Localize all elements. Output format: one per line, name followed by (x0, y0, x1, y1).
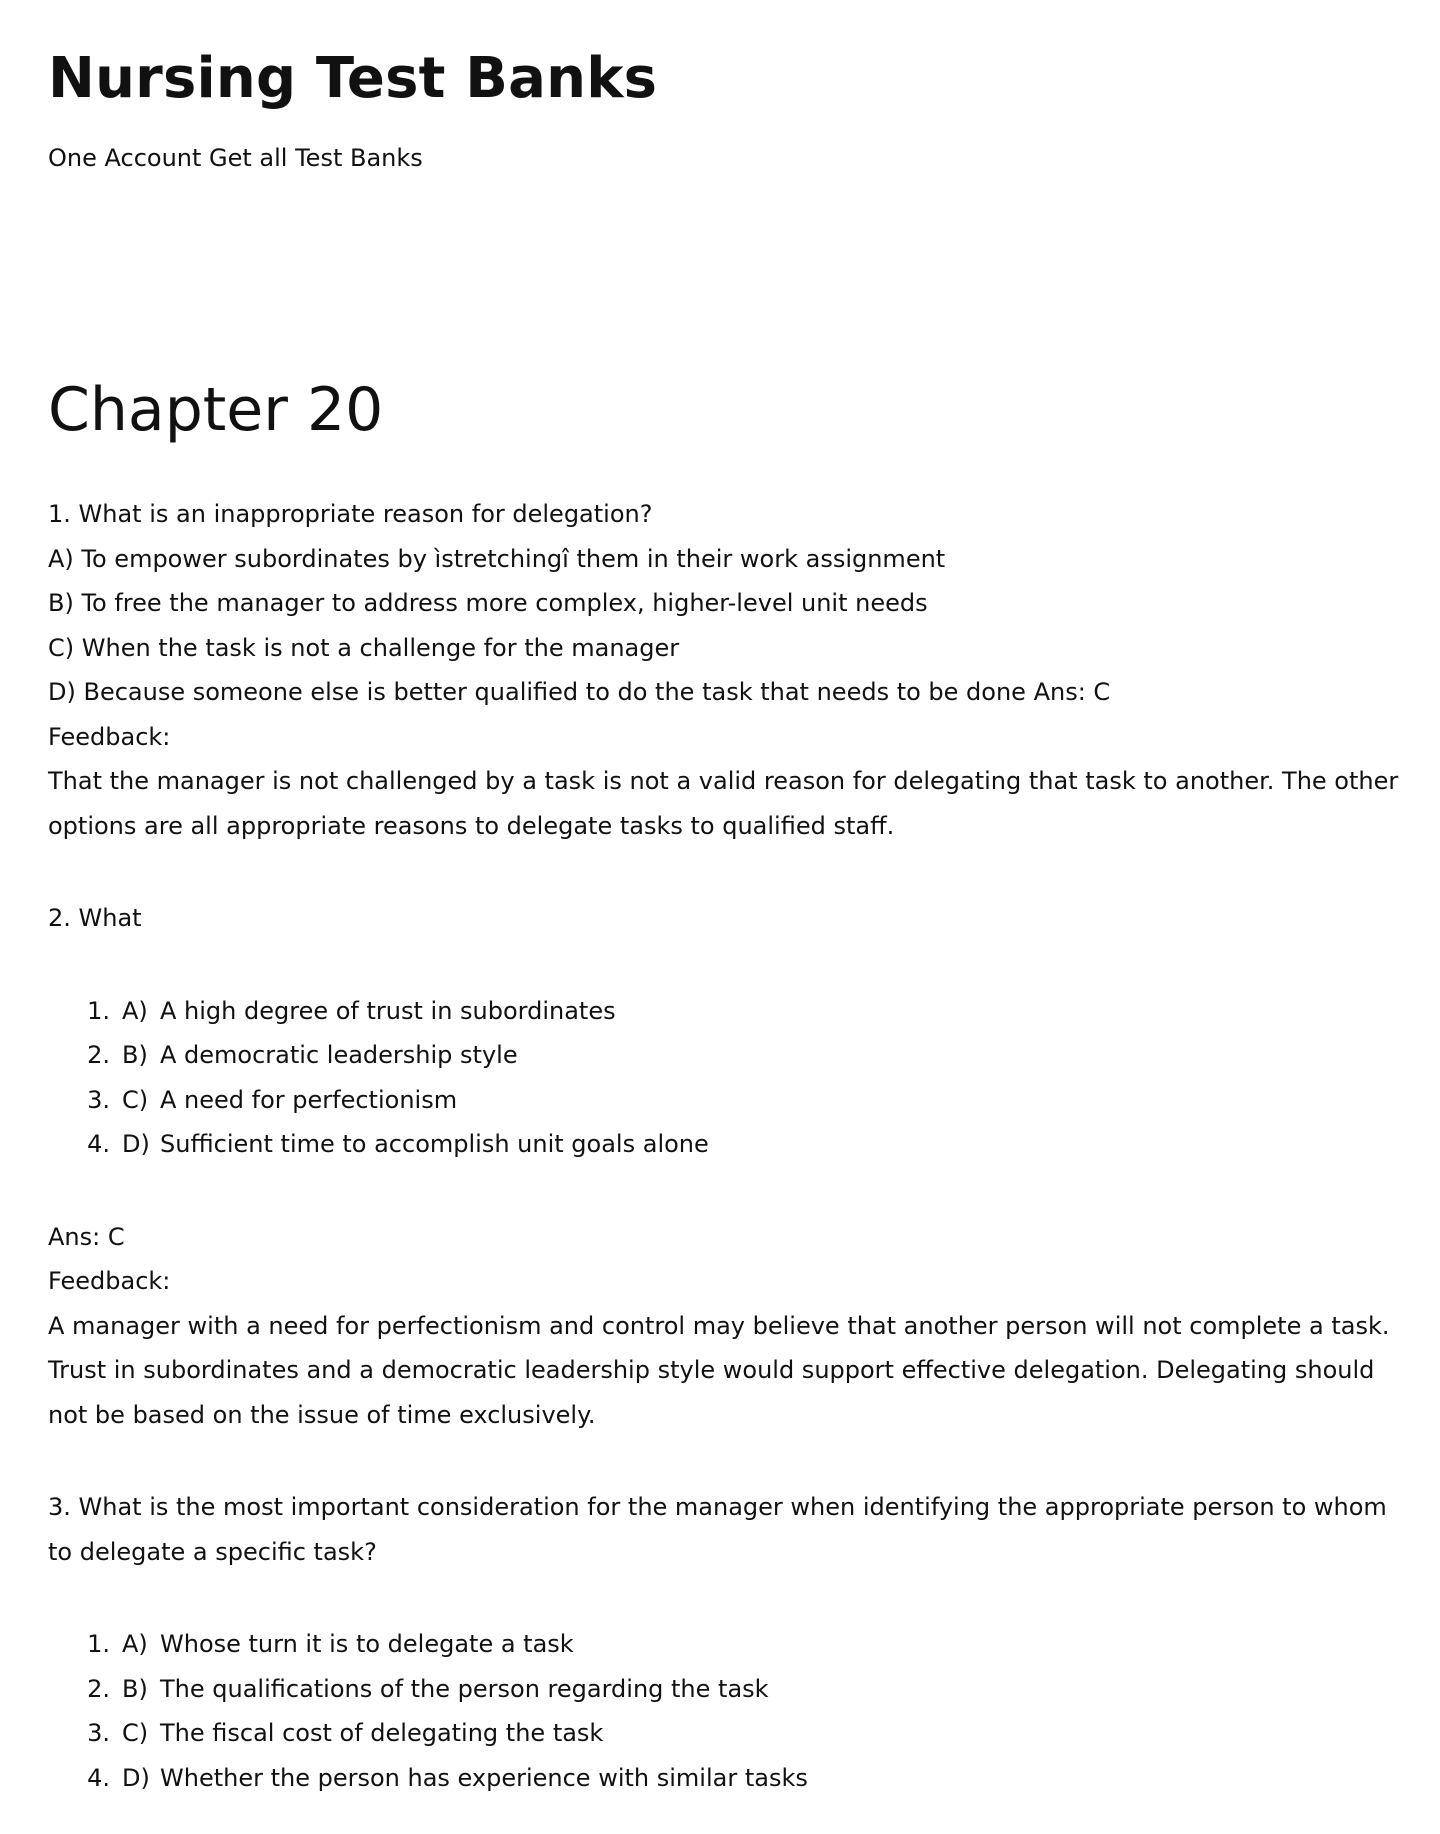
option-list (48, 1622, 1408, 1800)
option-number: 4. (87, 1130, 110, 1158)
question-2 (48, 896, 1408, 1437)
question-3 (48, 1485, 1408, 1800)
option-list (48, 989, 1408, 1167)
list-item (48, 1033, 1408, 1078)
question-1 (48, 492, 1408, 848)
option-letter: D) (122, 1763, 150, 1792)
option-number: 4. (87, 1763, 110, 1792)
question-list (48, 492, 1408, 1800)
spacer (48, 1574, 1408, 1622)
feedback-label: Feedback: (48, 722, 171, 751)
answer-option: B) To free the manager to address more complex, higher-level unit needs (48, 589, 928, 617)
option-text: The qualifications of the person regarding the task (160, 1674, 769, 1703)
option-text: Whose turn it is to delegate a task (160, 1630, 574, 1658)
list-item (48, 1667, 1408, 1712)
spacer (48, 848, 1408, 896)
feedback-text: A manager with a need for perfectionism and control may believe that another person will not complete a task. Trust in subordinates and a democratic leadership style would support effective delegation. Delegating should not be based on the issue of time exclusively. (48, 1311, 1390, 1429)
list-item (48, 1756, 1408, 1801)
question-stem: 3. What is the most important consideration for the manager when identifying the appropriate person to whom to delegate a specific task? (48, 1493, 1387, 1566)
list-item (48, 1622, 1408, 1667)
answer-option: D) Because someone else is better qualified to do the task that needs to be done Ans: C (48, 678, 1111, 706)
option-number: 2. (87, 1041, 110, 1069)
option-letter: A) (122, 996, 148, 1025)
option-number: 2. (87, 1674, 110, 1703)
spacer (48, 1437, 1408, 1485)
question-stem: 1. What is an inappropriate reason for delegation? (48, 500, 653, 528)
feedback-text: That the manager is not challenged by a task is not a valid reason for delegating that task to another. The other options are all appropriate reasons to delegate tasks to qualified staff. (48, 767, 1399, 840)
chapter-title: Chapter 20 (48, 375, 384, 445)
option-text: A high degree of trust in subordinates (160, 996, 616, 1025)
answer-option: C) When the task is not a challenge for the manager (48, 633, 680, 662)
question-stem: 2. What (48, 904, 142, 932)
option-text: Whether the person has experience with similar tasks (160, 1763, 808, 1792)
option-letter: D) (122, 1130, 150, 1158)
list-item (48, 1711, 1408, 1756)
site-tagline: One Account Get all Test Banks (48, 144, 423, 172)
option-letter: B) (122, 1041, 148, 1069)
list-item (48, 1078, 1408, 1123)
list-item (48, 1122, 1408, 1167)
answer-option: A) To empower subordinates by ìstretchingî them in their work assignment (48, 544, 946, 573)
site-title[interactable]: Nursing Test Banks (48, 46, 658, 111)
option-text: Sufficient time to accomplish unit goals alone (160, 1130, 709, 1158)
option-number: 3. (87, 1719, 110, 1747)
option-number: 3. (87, 1085, 110, 1114)
option-number: 1. (87, 996, 110, 1025)
answer-key: Ans: C (48, 1222, 125, 1251)
option-text: A need for perfectionism (160, 1085, 458, 1114)
feedback-label: Feedback: (48, 1267, 171, 1295)
option-letter: B) (122, 1674, 148, 1703)
option-text: A democratic leadership style (160, 1041, 518, 1069)
option-letter: C) (122, 1085, 149, 1114)
option-letter: A) (122, 1630, 148, 1658)
spacer (48, 941, 1408, 989)
spacer (48, 1167, 1408, 1215)
option-text: The fiscal cost of delegating the task (160, 1719, 604, 1747)
option-letter: C) (122, 1719, 149, 1747)
list-item (48, 989, 1408, 1034)
option-number: 1. (87, 1630, 110, 1658)
